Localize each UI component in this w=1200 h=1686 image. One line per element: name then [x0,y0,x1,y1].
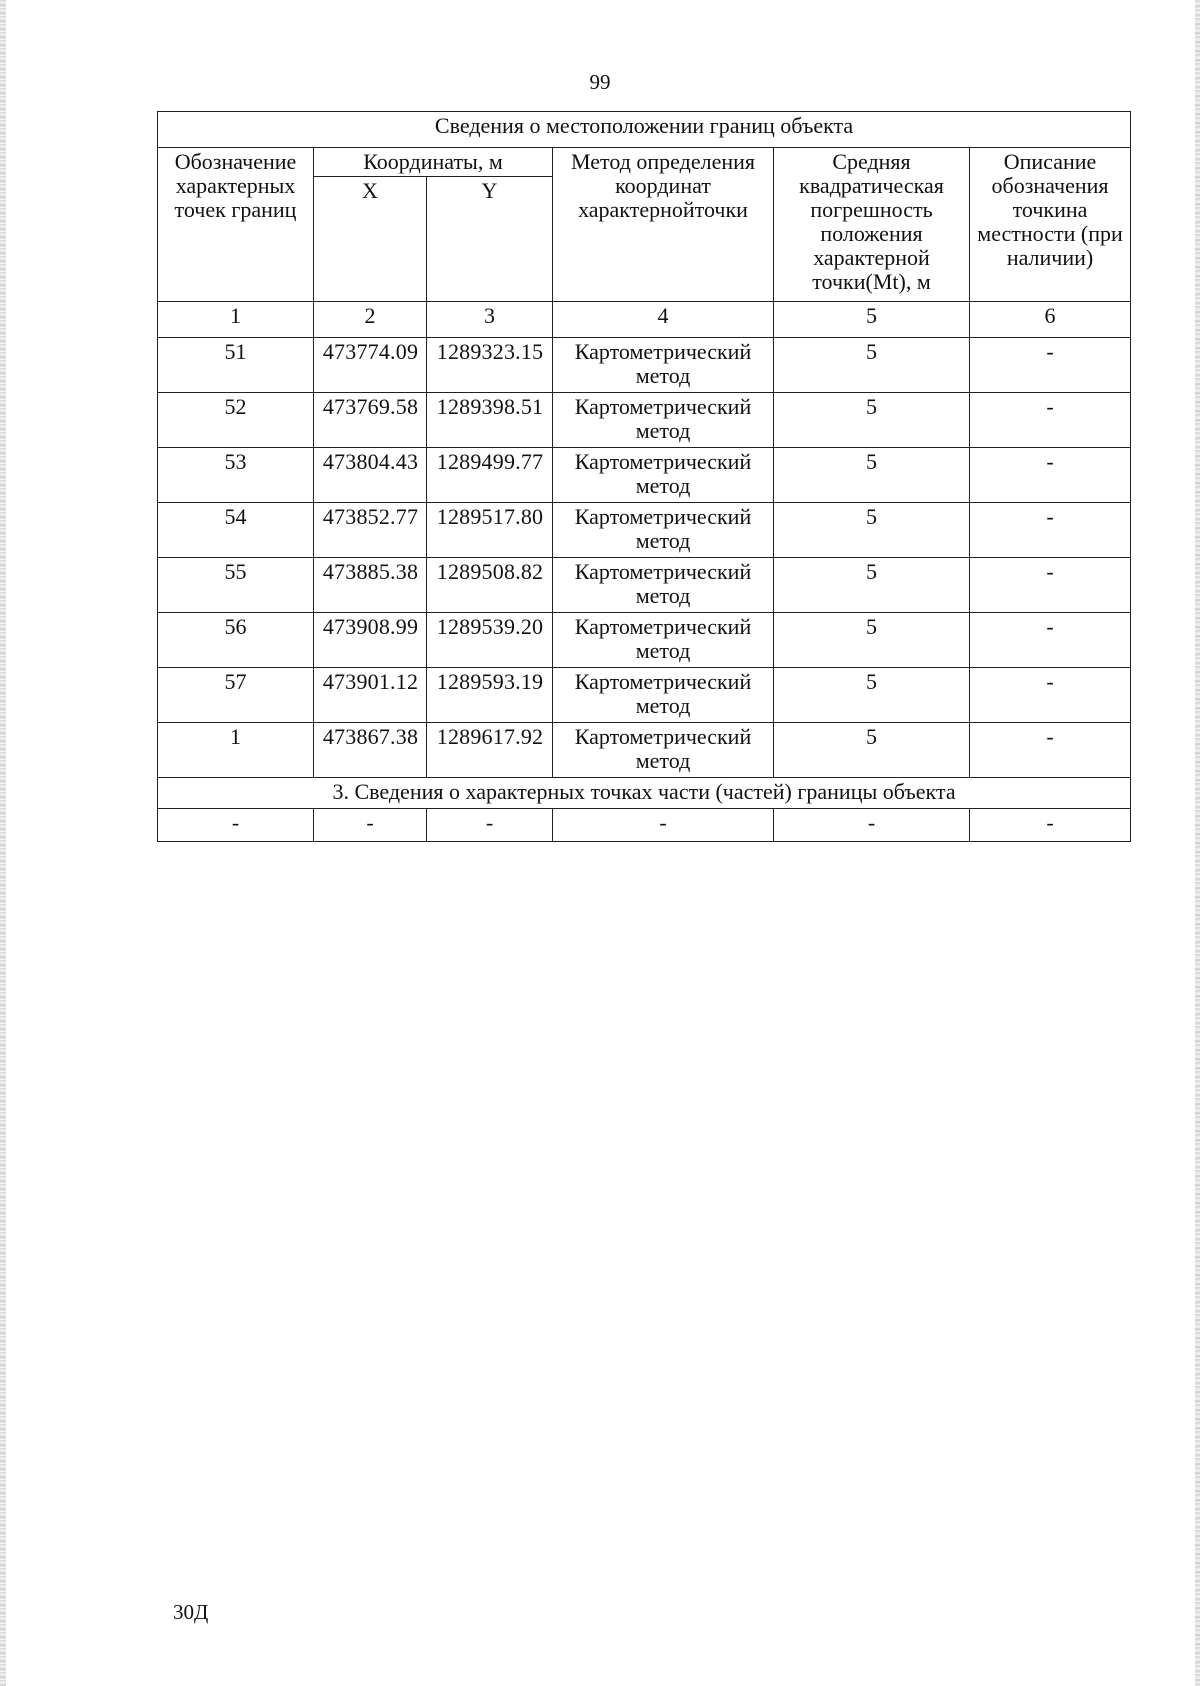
coordinate-y: 1289517.80 [427,503,553,558]
header-method: Метод определения координат характернойточки [553,148,774,302]
coordinate-x: 473901.12 [314,668,427,723]
method-cell: Картометрический метод [553,503,774,558]
empty-cell: - [970,809,1131,842]
point-designation: 55 [158,558,314,613]
table-body [158,302,1131,842]
description-cell: - [970,448,1131,503]
boundary-coordinates-table [157,111,1131,842]
method-cell: Картометрический метод [553,448,774,503]
description-cell: - [970,723,1131,778]
coordinate-y: 1289398.51 [427,393,553,448]
method-cell: Картометрический метод [553,338,774,393]
table-row [158,338,1131,393]
coordinate-y: 1289539.20 [427,613,553,668]
column-number: 4 [553,302,774,338]
empty-cell: - [158,809,314,842]
section-3-title: 3. Сведения о характерных точках части (частей) границы объекта [158,778,1131,809]
page-number: 99 [589,70,611,94]
table-row [158,668,1131,723]
coordinate-x: 473852.77 [314,503,427,558]
description-cell: - [970,503,1131,558]
method-cell: Картометрический метод [553,558,774,613]
point-designation: 54 [158,503,314,558]
header-description: Описание обозначения точкина местности (при наличии) [970,148,1131,302]
coordinate-y: 1289593.19 [427,668,553,723]
column-number-row [158,302,1131,338]
point-designation: 57 [158,668,314,723]
coordinate-x: 473885.38 [314,558,427,613]
coordinate-y: 1289508.82 [427,558,553,613]
scan-edge-left [0,0,6,1686]
footer-mark: 30Д [173,1600,209,1624]
header-y: Y [427,177,553,302]
coordinate-x: 473908.99 [314,613,427,668]
table-row [158,503,1131,558]
point-designation: 52 [158,393,314,448]
method-cell: Картометрический метод [553,723,774,778]
empty-cell: - [553,809,774,842]
scan-edge-right [1195,0,1200,1686]
point-designation: 51 [158,338,314,393]
empty-cell: - [774,809,970,842]
point-designation: 56 [158,613,314,668]
column-number: 5 [774,302,970,338]
boundary-table-block [157,111,1130,842]
method-cell: Картометрический метод [553,668,774,723]
header-x: X [314,177,427,302]
empty-cell: - [314,809,427,842]
column-number: 2 [314,302,427,338]
error-cell: 5 [774,503,970,558]
error-cell: 5 [774,393,970,448]
description-cell: - [970,613,1131,668]
section-3-title-row [158,778,1131,809]
error-cell: 5 [774,723,970,778]
table-row [158,448,1131,503]
header-coordinates: Координаты, м [314,148,553,177]
description-cell: - [970,668,1131,723]
coordinate-y: 1289323.15 [427,338,553,393]
coordinate-x: 473769.58 [314,393,427,448]
point-designation: 1 [158,723,314,778]
empty-cell: - [427,809,553,842]
column-number: 3 [427,302,553,338]
section-3-empty-row [158,809,1131,842]
method-cell: Картометрический метод [553,393,774,448]
method-cell: Картометрический метод [553,613,774,668]
error-cell: 5 [774,668,970,723]
table-row [158,393,1131,448]
table-row [158,613,1131,668]
header-designation: Обозначение характерных точек границ [158,148,314,302]
coordinate-y: 1289617.92 [427,723,553,778]
error-cell: 5 [774,558,970,613]
coordinate-x: 473867.38 [314,723,427,778]
description-cell: - [970,338,1131,393]
column-number: 1 [158,302,314,338]
error-cell: 5 [774,613,970,668]
table-row [158,558,1131,613]
description-cell: - [970,393,1131,448]
column-number: 6 [970,302,1131,338]
coordinate-y: 1289499.77 [427,448,553,503]
coordinate-x: 473804.43 [314,448,427,503]
error-cell: 5 [774,448,970,503]
description-cell: - [970,558,1131,613]
error-cell: 5 [774,338,970,393]
table-row [158,723,1131,778]
table-title: Сведения о местоположении границ объекта [158,112,1131,148]
point-designation: 53 [158,448,314,503]
coordinate-x: 473774.09 [314,338,427,393]
header-error: Средняя квадратическая погрешность положения характерной точки(Mt), м [774,148,970,302]
